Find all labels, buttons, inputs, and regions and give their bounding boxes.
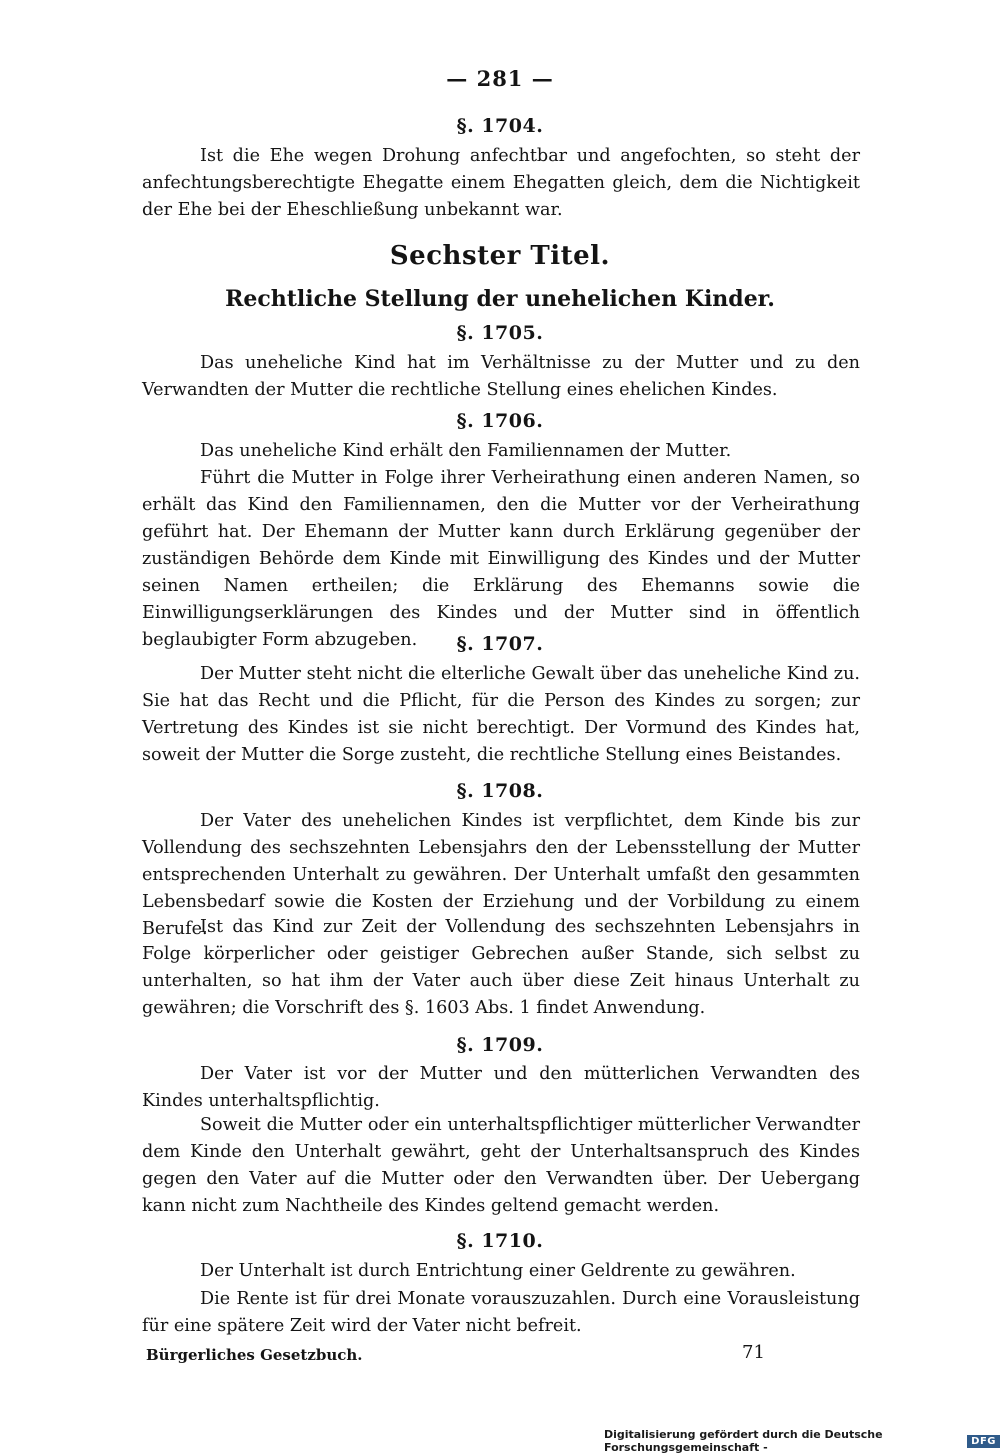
section-1707-paragraph-1: Der Mutter steht nicht die elterliche Gewalt über das uneheliche Kind zu. Sie hat das Recht und die Pflicht, für die Person des Kindes zu sorgen; zur Vertretung des Kindes ist sie nicht berechtigt. Der Vormund des Kindes hat, soweit der Mutter die Sorge zusteht, die rechtliche Stellung eines Beistandes. [142,664,860,765]
section-1709-heading: §. 1709. [456,1034,544,1056]
footer-sheet-number: 71 [742,1342,765,1363]
dfg-logo: DFG [967,1435,1000,1448]
section-1705-paragraph-1: Das uneheliche Kind hat im Verhältnisse zu der Mutter und zu den Verwandten der Mutter die rechtliche Stellung eines ehelichen Kindes. [142,353,860,400]
section-1708-paragraph-2: Ist das Kind zur Zeit der Vollendung des sechszehnten Lebensjahrs in Folge körperlicher oder geistiger Gebrechen außer Stande, sich selbst zu unterhalten, so hat ihm der Vater auch über diese Zeit hinaus Unterhalt zu gewähren; die Vorschrift des §. 1603 Abs. 1 findet Anwendung. [142,917,860,1018]
section-1704-paragraph-1: Ist die Ehe wegen Drohung anfechtbar und angefochten, so steht der anfechtungsberechtigte Ehegatte einem Ehegatten gleich, dem die Nichtigkeit der Ehe bei der Eheschließung unbekannt war. [142,146,860,220]
section-1705-heading: §. 1705. [456,322,544,344]
section-1706-paragraph-1: Das uneheliche Kind erhält den Familiennamen der Mutter. [200,441,732,461]
section-1706-heading: §. 1706. [456,410,544,432]
section-1710-paragraph-2: Die Rente ist für drei Monate vorauszuzahlen. Durch eine Vorausleistung für eine spätere Zeit wird der Vater nicht befreit. [142,1289,860,1336]
digitization-note: Digitalisierung gefördert durch die Deutsche Forschungsgemeinschaft - [604,1428,883,1454]
section-1708-heading: §. 1708. [456,780,544,802]
footer-book-title: Bürgerliches Gesetzbuch. [146,1346,363,1364]
title-main: Sechster Titel. [389,241,611,271]
section-1710-heading: §. 1710. [456,1230,544,1252]
section-1710-paragraph-1: Der Unterhalt ist durch Entrichtung einer Geldrente zu gewähren. [200,1261,796,1281]
section-1708-paragraph-1: Der Vater des unehelichen Kindes ist verpflichtet, dem Kinde bis zur Vollendung des sechszehnten Lebensjahrs den der Lebensstellung der Mutter entsprechenden Unterhalt zu gewähren. Der Unterhalt umfaßt den gesammten Lebensbedarf sowie die Kosten der Erziehung und der Vorbildung zu einem Berufe. [142,811,860,939]
section-1709-paragraph-2: Soweit die Mutter oder ein unterhaltspflichtiger mütterlicher Verwandter dem Kinde den Unterhalt gewährt, geht der Unterhaltsanspruch des Kindes gegen den Vater auf die Mutter oder den Verwandten über. Der Uebergang kann nicht zum Nachtheile des Kindes geltend gemacht werden. [142,1115,860,1216]
digitization-bar [604,1428,1000,1454]
section-1706-paragraph-2: Führt die Mutter in Folge ihrer Verheirathung einen anderen Namen, so erhält das Kind den Familiennamen, den die Mutter vor der Verheirathung geführt hat. Der Ehemann der Mutter kann durch Erklärung gegenüber der zuständigen Behörde dem Kinde mit Einwilligung des Kindes und der Mutter seinen Namen ertheilen; die Erklärung des Ehemanns sowie die Einwilligungserklärungen des Kindes und der Mutter sind in öffentlich beglaubigter Form abzugeben. [142,468,860,650]
page-number: — 281 — [446,66,554,91]
section-1709-paragraph-1: Der Vater ist vor der Mutter und den mütterlichen Verwandten des Kindes unterhaltspflichtig. [142,1064,860,1111]
section-1707-heading: §. 1707. [456,633,544,655]
section-1704-heading: §. 1704. [456,115,544,137]
title-sub: Rechtliche Stellung der unehelichen Kinder. [225,286,775,312]
